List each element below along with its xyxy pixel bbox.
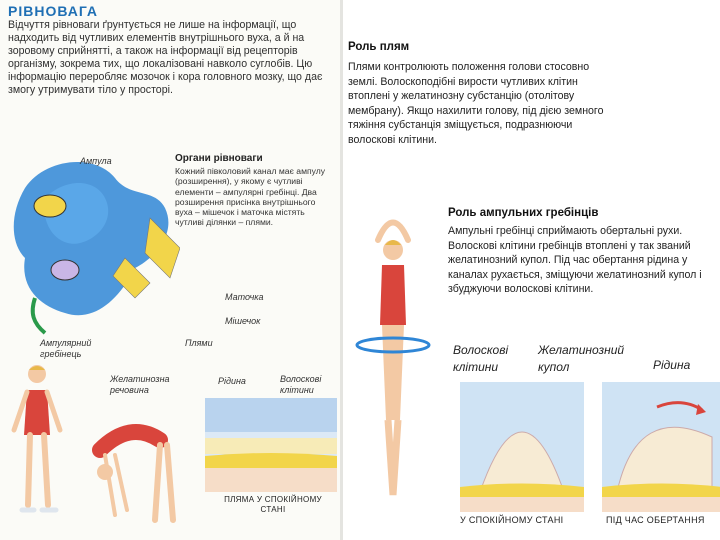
organs-text: Кожний півколовий канал має ампулу (розширення), у якому є чутливі елементи – ампулярні гребінці. Два розширення присінка внутрішнього вуха – мішечок і маточка містять чутливі ділянки – плями. bbox=[175, 166, 326, 228]
cupula-rotation-diagram bbox=[602, 382, 720, 512]
crests-text: Ампульні гребінці сприймають обертальні рухи. Волоскові клітини гребінців втоплені у так званий желатинозний купол. Під час обертання рідина у каналах рухається, зміщуючи желатинозний купол і збуджуючи волоскові клітини. bbox=[448, 225, 702, 296]
label-fluid-right: Рідина bbox=[653, 358, 691, 372]
cupula-rest-diagram bbox=[460, 382, 584, 512]
label-gel-cupula: Желатинозний купол bbox=[538, 343, 625, 374]
label-fluid: Рідина bbox=[218, 376, 246, 386]
label-mishechok: Мішечок bbox=[225, 316, 261, 326]
label-plyamy: Плями bbox=[185, 338, 213, 348]
caption-rotation: ПІД ЧАС ОБЕРТАННЯ bbox=[606, 515, 705, 525]
dancer-figure bbox=[348, 205, 438, 535]
spots-text: Плями контролюють положення голови стосовно землі. Волоскоподібні вирости чутливих клітин втоплені у желатинозну субстанцію (отолітову мембрану). Якщо нахилити голову, під дією земного тяжіння субстанція зміщується, подразнюючи волоскові клітини. bbox=[348, 61, 604, 146]
left-page bbox=[0, 0, 340, 540]
label-ampul-crest: Ампулярний гребінець bbox=[40, 338, 92, 359]
crests-title: Роль ампульних гребінців bbox=[448, 207, 599, 219]
bending-figure bbox=[75, 410, 195, 530]
label-ampula: Ампула bbox=[80, 156, 112, 166]
spots-title: Роль плям bbox=[348, 41, 410, 53]
macula-diagram bbox=[205, 398, 337, 492]
section-title: РІВНОВАГА bbox=[8, 3, 99, 19]
label-hair-cells: Волоскові клітини bbox=[280, 374, 322, 395]
label-hair-cells-right: Волоскові клітини bbox=[453, 343, 509, 374]
organs-title: Органи рівноваги bbox=[175, 153, 263, 164]
label-matochka: Маточка bbox=[225, 292, 264, 302]
macula-caption: ПЛЯМА У СПОКІЙНОМУ СТАНІ bbox=[224, 495, 322, 514]
right-page bbox=[343, 0, 720, 540]
caption-rest: У СПОКІЙНОМУ СТАНІ bbox=[460, 515, 564, 525]
intro-paragraph: Відчуття рівноваги ґрунтується не лише на інформації, що надходить від чутливих елементів внутрішнього вуха, а й на зоровому сприйнятті, а також на інформації від рецепторів організму, зокрема тих, що локалізовані навколо суглобів. Цю інформацію переробляє мозочок і кора головного мозку, що дає змогу утримувати тіло у просторі. bbox=[8, 19, 323, 96]
label-gel-substance: Желатинозна речовина bbox=[110, 374, 170, 395]
standing-figure bbox=[2, 360, 72, 530]
inner-ear-illustration bbox=[5, 148, 180, 348]
